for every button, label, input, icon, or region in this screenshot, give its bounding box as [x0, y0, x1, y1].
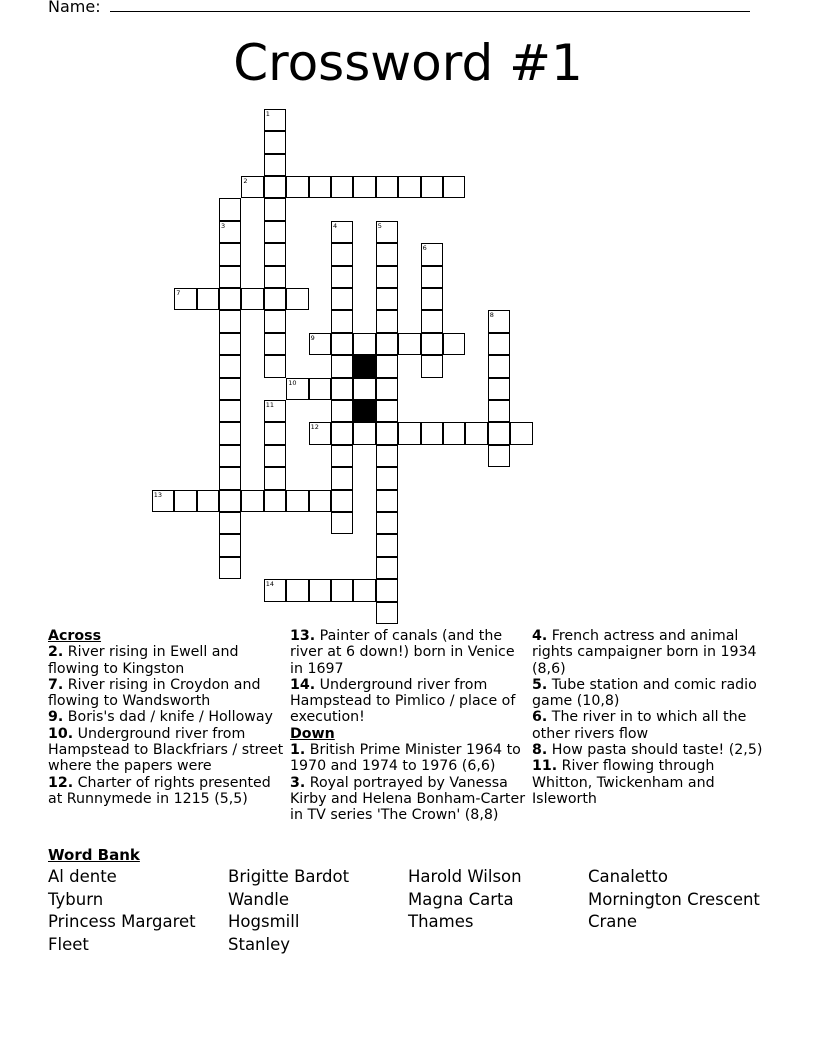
- down-clue: 6. The river in to which all the other rivers flow: [532, 709, 747, 742]
- crossword-cell[interactable]: [219, 400, 241, 422]
- crossword-cell[interactable]: [331, 378, 353, 400]
- crossword-cell[interactable]: [331, 445, 353, 467]
- crossword-cell[interactable]: [264, 288, 286, 310]
- crossword-cell[interactable]: [488, 445, 510, 467]
- crossword-cell[interactable]: [376, 400, 398, 422]
- down-clue: 5. Tube station and comic radio game (10,8): [532, 676, 757, 710]
- crossword-cell[interactable]: [219, 490, 241, 512]
- crossword-cell[interactable]: [219, 512, 241, 534]
- crossword-cell[interactable]: [264, 266, 286, 288]
- word-bank-item: Princess Margaret: [48, 912, 196, 931]
- crossword-cell[interactable]: [309, 579, 331, 601]
- word-bank-item: Stanley: [228, 934, 291, 954]
- crossword-cell[interactable]: [376, 422, 398, 444]
- crossword-cell[interactable]: [241, 176, 263, 198]
- crossword-cell[interactable]: [264, 355, 286, 377]
- crossword-cell[interactable]: [376, 534, 398, 556]
- word-bank-item: Tyburn: [48, 889, 104, 909]
- crossword-cell[interactable]: [353, 378, 375, 400]
- crossword-cell[interactable]: [309, 176, 331, 198]
- crossword-cell[interactable]: [376, 221, 398, 243]
- crossword-cell[interactable]: [376, 602, 398, 624]
- crossword-cell[interactable]: [376, 176, 398, 198]
- down-clue: 1. British Prime Minister 1964 to 1970 and 1974 to 1976 (6,6): [290, 742, 521, 775]
- crossword-cell[interactable]: [219, 534, 241, 556]
- word-bank-item: Fleet: [48, 934, 89, 954]
- word-bank-item: Hogsmill: [228, 912, 300, 931]
- crossword-cell[interactable]: [331, 579, 353, 601]
- cell-number: 2: [243, 177, 248, 185]
- across-clue: 12. Charter of rights presented at Runnymede in 1215 (5,5): [48, 774, 271, 807]
- crossword-cell[interactable]: [488, 355, 510, 377]
- crossword-cell[interactable]: [331, 266, 353, 288]
- clues-column-1: [48, 628, 286, 807]
- page-title: Crossword #1: [233, 34, 583, 92]
- crossword-cell[interactable]: [421, 333, 443, 355]
- crossword-cell[interactable]: [465, 422, 487, 444]
- cell-number: 3: [221, 221, 226, 230]
- crossword-cell[interactable]: [219, 198, 241, 220]
- crossword-cell[interactable]: [286, 579, 308, 601]
- crossword-cell[interactable]: [421, 310, 443, 332]
- name-label: Name:: [48, 0, 106, 16]
- across-heading: Across: [48, 628, 102, 644]
- clues-column-3: [532, 628, 764, 807]
- crossword-cell[interactable]: [376, 579, 398, 601]
- cell-number: 10: [288, 378, 297, 387]
- crossword-cell[interactable]: [443, 422, 465, 444]
- crossword-cell[interactable]: [331, 490, 353, 512]
- crossword-cell[interactable]: [376, 378, 398, 400]
- crossword-cell[interactable]: [331, 422, 353, 444]
- crossword-cell[interactable]: [264, 198, 286, 220]
- crossword-cell[interactable]: [264, 467, 286, 489]
- crossword-cell[interactable]: [286, 378, 308, 400]
- crossword-cell[interactable]: [174, 288, 196, 310]
- word-bank-item: Canaletto: [588, 867, 668, 886]
- crossword-cell[interactable]: [286, 490, 308, 512]
- crossword-cell[interactable]: [376, 266, 398, 288]
- crossword-cell[interactable]: [241, 288, 263, 310]
- crossword-cell[interactable]: [219, 266, 241, 288]
- crossword-cell[interactable]: [219, 333, 241, 355]
- across-clue: 2. River rising in Ewell and flowing to Kingston: [48, 644, 239, 677]
- down-clue: 4. French actress and animal rights campaigner born in 1934 (8,6): [532, 628, 757, 677]
- word-bank-item: Mornington Crescent: [588, 889, 760, 909]
- crossword-cell[interactable]: [331, 176, 353, 198]
- crossword-cell[interactable]: [488, 378, 510, 400]
- crossword-cell[interactable]: [398, 176, 420, 198]
- cell-number: 1: [265, 109, 270, 118]
- crossword-cell[interactable]: [309, 422, 331, 444]
- word-bank-item: Wandle: [228, 889, 290, 909]
- crossword-cell[interactable]: [488, 310, 510, 332]
- crossword-cell[interactable]: [488, 333, 510, 355]
- crossword-cell[interactable]: [219, 355, 241, 377]
- crossword-cell[interactable]: [353, 176, 375, 198]
- crossword-cell[interactable]: [264, 310, 286, 332]
- crossword-cell[interactable]: [488, 422, 510, 444]
- crossword-cell[interactable]: [331, 333, 353, 355]
- crossword-cell[interactable]: [421, 288, 443, 310]
- crossword-cell[interactable]: [264, 579, 286, 601]
- cell-number: 4: [333, 221, 338, 230]
- down-clue: 3. Royal portrayed by Vanessa Kirby and Helena Bonham-Carter in TV series 'The Crown' (8,8): [290, 774, 526, 824]
- crossword-cell[interactable]: [331, 400, 353, 422]
- word-bank-title: Word Bank: [48, 846, 140, 864]
- crossword-cell[interactable]: [219, 467, 241, 489]
- crossword-cell[interactable]: [398, 422, 420, 444]
- crossword-cell[interactable]: [421, 176, 443, 198]
- word-bank-item: Thames: [408, 912, 474, 931]
- crossword-cell[interactable]: [197, 490, 219, 512]
- crossword-cell[interactable]: [286, 176, 308, 198]
- cell-number: 11: [265, 401, 275, 409]
- crossword-cell[interactable]: [510, 422, 532, 444]
- crossword-cell[interactable]: [174, 490, 196, 512]
- crossword-cell[interactable]: [286, 288, 308, 310]
- cell-number: 14: [265, 580, 275, 589]
- crossword-cell[interactable]: [421, 422, 443, 444]
- crossword-cell[interactable]: [421, 355, 443, 377]
- crossword-cell[interactable]: [264, 154, 286, 176]
- crossword-cell[interactable]: [376, 557, 398, 579]
- crossword-cell[interactable]: [241, 490, 263, 512]
- word-bank-item: Al dente: [48, 867, 117, 886]
- across-clue: 10. Underground river from Hampstead to Blackfriars / street where the papers were: [48, 725, 284, 775]
- crossword-cell[interactable]: [376, 512, 398, 534]
- crossword-cell[interactable]: [398, 333, 420, 355]
- crossword-cell[interactable]: [264, 109, 286, 131]
- cell-number: 12: [310, 423, 319, 432]
- crossword-cell[interactable]: [376, 355, 398, 377]
- clues-column-2: [290, 628, 528, 824]
- crossword-cell[interactable]: [197, 288, 219, 310]
- crossword-cell[interactable]: [264, 243, 286, 265]
- crossword-cell[interactable]: [353, 333, 375, 355]
- crossword-cell[interactable]: [421, 266, 443, 288]
- crossword-cell[interactable]: [219, 445, 241, 467]
- cell-number: 6: [422, 244, 427, 253]
- crossword-cell[interactable]: [331, 288, 353, 310]
- crossword-cell[interactable]: [331, 355, 353, 377]
- crossword-cell[interactable]: [376, 333, 398, 355]
- crossword-cell[interactable]: [219, 378, 241, 400]
- across-clue: 7. River rising in Croydon and flowing to Wandsworth: [48, 676, 261, 710]
- across-clue: 14. Underground river from Hampstead to Pimlico / place of execution!: [290, 676, 516, 726]
- crossword-cell[interactable]: [376, 310, 398, 332]
- crossword-cell[interactable]: [443, 176, 465, 198]
- crossword-cell[interactable]: [331, 243, 353, 265]
- crossword-cell[interactable]: [309, 333, 331, 355]
- crossword-cell[interactable]: [331, 221, 353, 243]
- crossword-cell[interactable]: [353, 422, 375, 444]
- cell-number: 5: [377, 221, 382, 230]
- crossword-cell[interactable]: [331, 310, 353, 332]
- down-heading: Down: [290, 725, 335, 742]
- word-bank-item: Harold Wilson: [408, 867, 522, 886]
- crossword-cell[interactable]: [264, 445, 286, 467]
- crossword-cell[interactable]: [309, 378, 331, 400]
- across-clue: 9. Boris's dad / knife / Holloway: [48, 709, 273, 726]
- crossword-cell[interactable]: [376, 467, 398, 489]
- crossword-cell[interactable]: [376, 445, 398, 467]
- across-clue: 13. Painter of canals (and the river at 6 down!) born in Venice in 1697: [290, 628, 515, 677]
- crossword-cell[interactable]: [488, 400, 510, 422]
- down-clue: 8. How pasta should taste! (2,5): [532, 742, 763, 759]
- crossword-cell[interactable]: [376, 490, 398, 512]
- crossword-cell[interactable]: [219, 557, 241, 579]
- word-bank-item: Brigitte Bardot: [228, 867, 350, 886]
- crossword-cell[interactable]: [219, 243, 241, 265]
- crossword-cell[interactable]: [309, 490, 331, 512]
- crossword-cell[interactable]: [219, 310, 241, 332]
- crossword-cell[interactable]: [421, 243, 443, 265]
- cell-number: 7: [176, 289, 181, 297]
- crossword-cell[interactable]: [264, 333, 286, 355]
- cell-number: 8: [489, 311, 494, 320]
- crossword-cell[interactable]: [264, 490, 286, 512]
- crossword-cell[interactable]: [443, 333, 465, 355]
- down-clue: 11. River flowing through Whitton, Twickenham and Isleworth: [532, 758, 715, 807]
- cell-number: 13: [153, 490, 163, 499]
- word-bank-item: Crane: [588, 912, 638, 931]
- crossword-cell[interactable]: [331, 512, 353, 534]
- crossword-cell[interactable]: [219, 288, 241, 310]
- crossword-cell[interactable]: [376, 288, 398, 310]
- crossword-cell[interactable]: [376, 243, 398, 265]
- crossword-cell[interactable]: [264, 176, 286, 198]
- crossword-cell[interactable]: [219, 422, 241, 444]
- cell-number: 9: [310, 333, 315, 342]
- crossword-cell[interactable]: [219, 221, 241, 243]
- crossword-cell[interactable]: [331, 467, 353, 489]
- crossword-cell[interactable]: [152, 490, 174, 512]
- crossword-cell[interactable]: [264, 400, 286, 422]
- crossword-cell[interactable]: [264, 131, 286, 153]
- crossword-cell[interactable]: [264, 221, 286, 243]
- crossword-block: [353, 400, 375, 422]
- crossword-cell[interactable]: [264, 422, 286, 444]
- word-bank-item: Magna Carta: [408, 889, 514, 909]
- crossword-block: [353, 355, 375, 377]
- crossword-cell[interactable]: [353, 579, 375, 601]
